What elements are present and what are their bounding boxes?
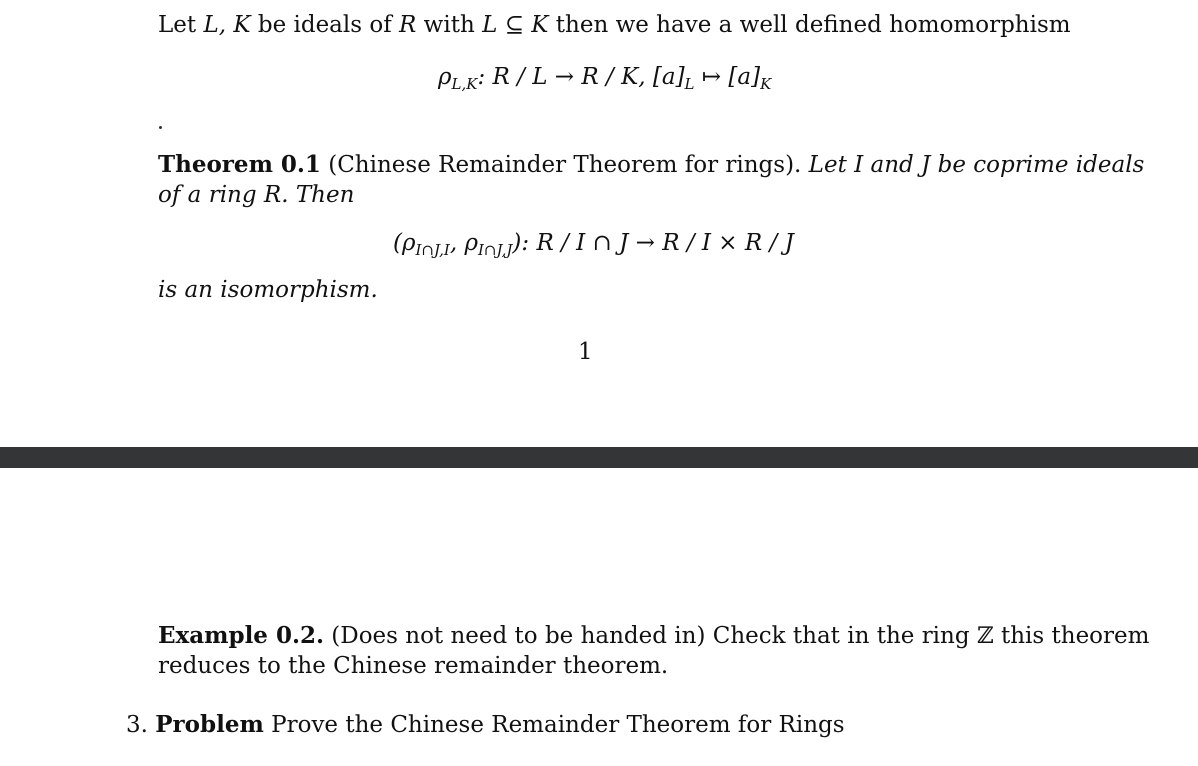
page-separator	[0, 447, 1198, 468]
intro-text: Let	[158, 12, 204, 38]
intro-text: be ideals of	[250, 12, 400, 38]
math-subset: L ⊆ K	[482, 12, 549, 38]
intro-text: then we have a well defined homomorphism	[548, 12, 1071, 38]
math-vars: L, K	[203, 12, 251, 38]
equation-crt	[393, 228, 794, 265]
equation-body: (ρ	[393, 230, 416, 256]
rho-symbol: ρ	[438, 64, 452, 90]
equation-body: : R / L → R / K, [a]	[477, 64, 685, 90]
example-line-2: reduces to the Chinese remainder theorem.	[158, 653, 669, 679]
math-ring: R	[399, 12, 417, 38]
theorem-statement: Let I and J be coprime ideals	[801, 152, 1145, 178]
equation-body: ): R / I ∩ J → R / I × R / J	[512, 230, 794, 256]
problem-text: Prove the Chinese Remainder Theorem for Rings	[263, 712, 845, 738]
equation-homomorphism	[438, 62, 771, 99]
theorem-line-2	[158, 180, 354, 210]
theorem-name: (Chinese Remainder Theorem for rings).	[320, 152, 802, 178]
example-text: (Does not need to be handed in) Check that in the ring ℤ this theorem	[323, 623, 1150, 649]
theorem-statement: of a ring R. Then	[158, 182, 355, 208]
intro-line	[158, 10, 1071, 40]
theorem-label: Theorem 0.1	[158, 151, 321, 178]
theorem-line-1	[158, 150, 1144, 180]
stray-dot	[159, 126, 162, 129]
problem-number: 3.	[126, 712, 148, 738]
page-number: 1	[578, 339, 593, 365]
problem-label: Problem	[155, 711, 264, 738]
problem-line	[126, 710, 845, 740]
subscript: I∩J,I	[415, 241, 450, 259]
equation-body: , ρ	[449, 230, 478, 256]
example-label: Example 0.2.	[158, 622, 324, 649]
subscript: L	[684, 75, 695, 93]
conclusion: is an isomorphism.	[158, 277, 378, 303]
equation-body: ↦ [a]	[694, 64, 761, 90]
subscript: K	[760, 75, 772, 93]
intro-text: with	[416, 12, 483, 38]
example-line-1	[158, 621, 1149, 651]
subscript: I∩J,J	[477, 241, 513, 259]
subscript: L,K	[451, 75, 478, 93]
